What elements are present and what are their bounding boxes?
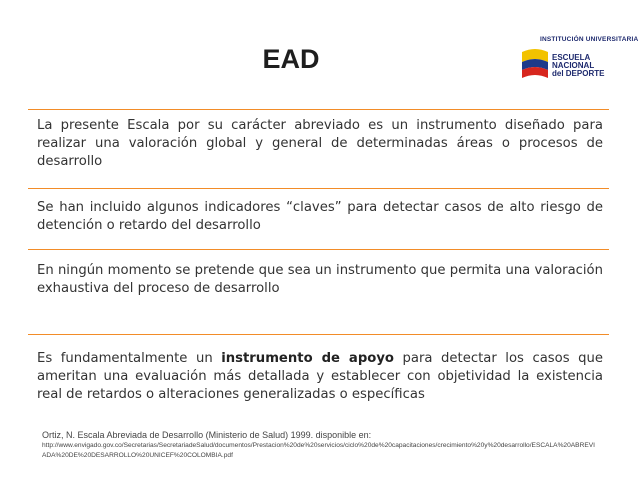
footer-citation: Ortiz, N. Escala Abreviada de Desarrollo (Ministerio de Salud) 1999. disponible en: [42,430,372,440]
paragraph-4 [37,350,603,404]
footer-url-line-1[interactable]: http://www.envigado.gov.co/Secretarias/SecretariadeSalud/documentos/Prestacion%20de%20servicios/ciclo%20de%20capacitaciones/crecimiento%20y%20desarrollo/ESCALA%20ABREVI [42,442,595,449]
paragraph-4-before: Es fundamentalmente un [37,351,222,366]
paragraph-3: En ningún momento se pretende que sea un instrumento que permita una valoración exhaustiva del proceso de desarrollo [37,263,603,296]
logo-line-1: ESCUELA [552,53,591,62]
paragraph-2: Se han incluido algunos indicadores “claves” para detectar casos de alto riesgo de detención o retardo del desarrollo [37,200,603,233]
institution-logo [520,36,638,98]
logo-line-3: del DEPORTE [552,69,605,78]
divider-3 [28,249,609,250]
footer-reference [42,430,634,461]
slide-title: EAD [262,44,320,74]
divider-2 [28,188,609,189]
footer-url-line-2[interactable]: ADA%20DE%20DESARROLLO%20UNICEF%20COLOMBIA.pdf [42,452,233,459]
logo-line-2: NACIONAL [552,61,595,70]
paragraph-1: La presente Escala por su carácter abreviado es un instrumento diseñado para realizar una valoración global y general de determinadas áreas o procesos de desarrollo [37,118,603,169]
divider-1 [28,109,609,110]
paragraph-4-after: para detectar los casos que ameritan una evaluación más detallada y establecer con objetividad la existencia real de retardos o alteraciones generalizadas o específicas [37,351,603,402]
paragraph-4-bold: instrumento de apoyo [221,351,394,366]
logo-top-text: INSTITUCIÓN UNIVERSITARIA [540,36,638,43]
divider-4 [28,334,609,335]
logo-text-lines [552,54,604,78]
flag-icon [520,48,550,88]
